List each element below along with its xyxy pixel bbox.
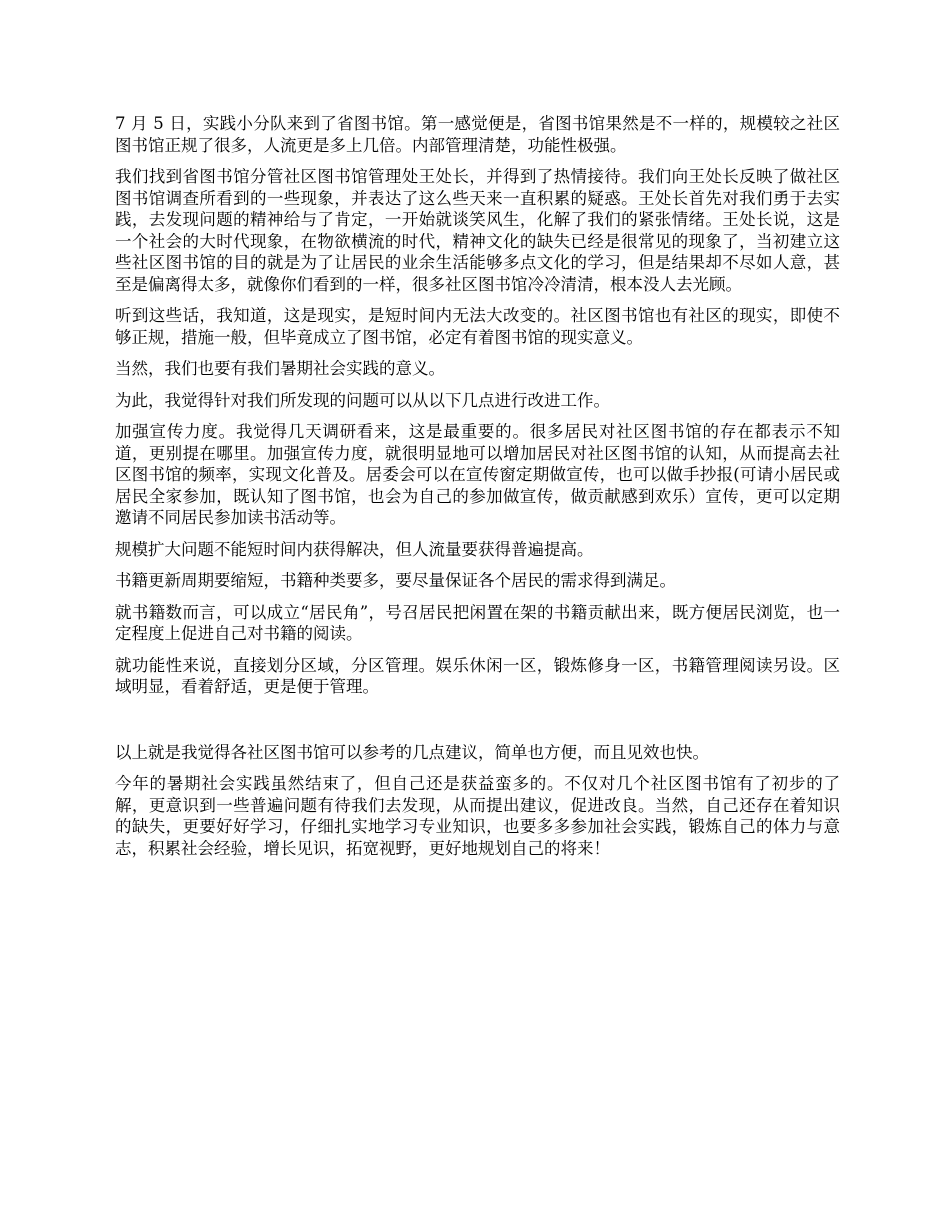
- paragraph: 书籍更新周期要缩短，书籍种类要多，要尽量保证各个居民的需求得到满足。: [115, 571, 676, 590]
- paragraph: 当然，我们也要有我们暑期社会实践的意义。: [115, 359, 445, 378]
- paragraph: 我们找到省图书馆分管社区图书馆管理处王处长，并得到了热情接待。我们向王处长反映了做社区图书馆调查所看到的一些现象，并表达了这么些天来一直积累的疑惑。王处长首先对我们勇于去实践，去发现问题的精神给与了肯定，一开始就谈笑风生，化解了我们的紧张情绪。王处长说，这是一个社会的大时代现象，在物欲横流的时代，精神文化的缺失已经是很常见的现象了，当初建立这些社区图书馆的目的就是为了让居民的业余生活能够多点文化的学习，但是结果却不尽如人意，甚至是偏离得太多，就像你们看到的一样，很多社区图书馆冷冷清清，根本没人去光顾。: [115, 167, 840, 294]
- paragraph: 听到这些话，我知道，这是现实，是短时间内无法大改变的。社区图书馆也有社区的现实，即使不够正规，措施一般，但毕竟成立了图书馆，必定有着图书馆的现实意义。: [115, 306, 840, 347]
- paragraph: 7 月 5 日，实践小分队来到了省图书馆。第一感觉便是，省图书馆果然是不一样的，规模较之社区图书馆正规了很多，人流更是多上几倍。内部管理清楚，功能性极强。: [115, 114, 840, 155]
- paragraph: 加强宣传力度。我觉得几天调研看来，这是最重要的。很多居民对社区图书馆的存在都表示不知道，更别提在哪里。加强宣传力度，就很明显地可以增加居民对社区图书馆的认知，从而提高去社区图书馆的频率，实现文化普及。居委会可以在宣传窗定期做宣传，也可以做手抄报(可请小居民或居民全家参加，既认知了图书馆，也会为自己的参加做宣传，做贡献感到欢乐）宣传，更可以定期邀请不同居民参加读书活动等。: [115, 422, 840, 527]
- paragraph: 就书籍数而言，可以成立“居民角”，号召居民把闲置在架的书籍贡献出来，既方便居民浏览，也一定程度上促进自己对书籍的阅读。: [115, 602, 840, 643]
- blank-line: [115, 708, 840, 742]
- document-body: [115, 113, 840, 869]
- paragraph: 就功能性来说，直接划分区域，分区管理。娱乐休闲一区，锻炼修身一区，书籍管理阅读另设。区域明显，看着舒适，更是便于管理。: [115, 655, 840, 696]
- paragraph: 今年的暑期社会实践虽然结束了，但自己还是获益蛮多的。不仅对几个社区图书馆有了初步的了解，更意识到一些普遍问题有待我们去发现，从而提出建议，促进改良。当然，自己还存在着知识的缺失，更要好好学习，仔细扎实地学习专业知识，也要多多参加社会实践，锻炼自己的体力与意志，积累社会经验，增长见识，拓宽视野，更好地规划自己的将来！: [115, 774, 840, 858]
- paragraph: 以上就是我觉得各社区图书馆可以参考的几点建议，简单也方便，而且见效也快。: [115, 742, 709, 762]
- paragraph: 为此，我觉得针对我们所发现的问题可以从以下几点进行改进工作。: [115, 390, 610, 410]
- paragraph: 规模扩大问题不能短时间内获得解决，但人流量要获得普遍提高。: [115, 539, 594, 559]
